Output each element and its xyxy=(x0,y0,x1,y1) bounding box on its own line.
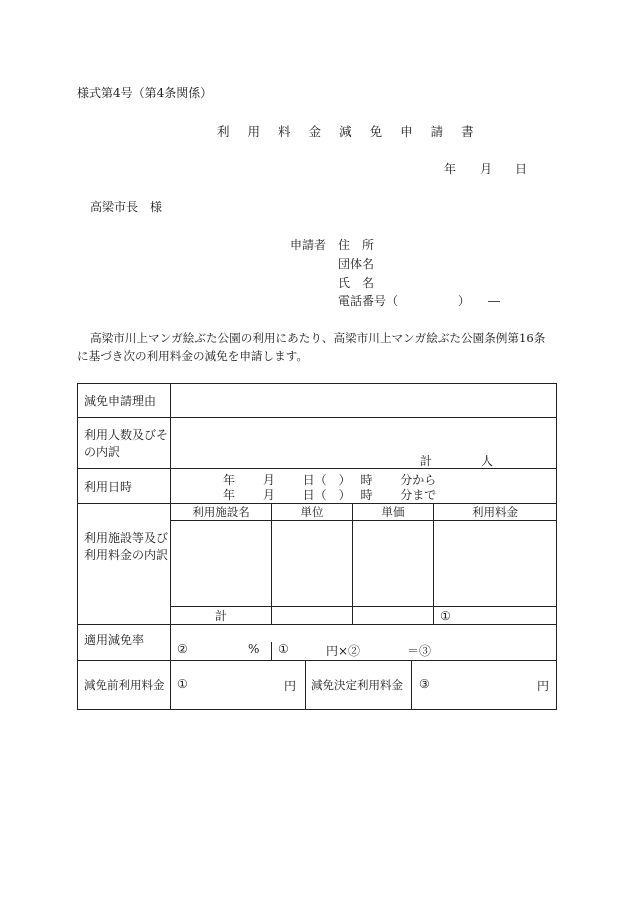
rate-formula-3: ＝③ xyxy=(407,644,432,658)
people-value xyxy=(171,418,557,469)
rate-mark: ② xyxy=(177,642,188,656)
reason-label: 減免申請理由 xyxy=(78,384,171,418)
rate-formula-2: 円×② xyxy=(326,644,361,658)
datetime-from: 年 月 日（ ） 時 分から xyxy=(223,473,437,487)
rate-formula-1: ① xyxy=(278,642,289,656)
table-row xyxy=(78,384,557,418)
title-char: 書 xyxy=(461,124,474,139)
people-label-line-1: 利用人数及びそ xyxy=(84,428,169,442)
fee-summary-row xyxy=(171,661,557,710)
rate-divider xyxy=(271,642,272,660)
people-label xyxy=(78,418,171,469)
fee-cell xyxy=(434,521,557,607)
col-fee-header: 利用料金 xyxy=(434,504,557,521)
document-title xyxy=(208,122,483,140)
table-row xyxy=(78,418,557,469)
sum-fee-mark: ① xyxy=(434,607,557,625)
applicant-group: 団体名 xyxy=(338,257,375,271)
unit-cell xyxy=(272,521,353,607)
reason-value xyxy=(171,384,557,418)
pre-fee-label: 減免前利用料金 xyxy=(78,661,171,710)
title-char: 料 xyxy=(278,124,291,139)
decided-fee-yen: 円 xyxy=(537,679,550,693)
title-char: 減 xyxy=(339,124,352,139)
table-row xyxy=(78,661,557,710)
title-char: 利 xyxy=(217,124,230,139)
applicant-label: 申請者 xyxy=(290,238,327,252)
fee-divider-1 xyxy=(305,661,306,709)
facility-label xyxy=(78,504,171,625)
people-unit: 人 xyxy=(481,454,494,468)
application-table xyxy=(77,383,557,710)
table-row xyxy=(78,469,557,504)
applicant-phone: 電話番号（ ） ― xyxy=(338,294,501,308)
pre-fee-yen: 円 xyxy=(284,679,297,693)
people-label-line-2: の内訳 xyxy=(84,445,121,459)
decided-fee-mark: ③ xyxy=(419,677,430,691)
title-char: 金 xyxy=(308,124,322,139)
datetime-label: 利用日時 xyxy=(78,469,171,504)
fee-divider-2 xyxy=(411,661,412,709)
col-price-header: 単価 xyxy=(353,504,434,521)
addressee: 高梁市長 様 xyxy=(90,200,163,214)
price-cell xyxy=(353,521,434,607)
decided-fee-label: 減免決定利用料金 xyxy=(311,678,403,692)
col-unit-header: 単位 xyxy=(272,504,353,521)
facility-name-cell xyxy=(171,521,272,607)
datetime-value xyxy=(171,469,557,504)
facility-label-line-2: 利用料金の内訳 xyxy=(84,548,169,562)
pre-fee-mark: ① xyxy=(177,677,188,691)
date-month: 月 xyxy=(480,162,493,176)
date-year: 年 xyxy=(444,162,457,176)
facility-label-line-1: 利用施設等及び xyxy=(84,531,169,545)
rate-value xyxy=(171,625,557,661)
sum-unit-cell xyxy=(272,607,353,625)
people-total-label: 計 xyxy=(420,454,433,468)
sum-price-cell xyxy=(353,607,434,625)
col-facility-header: 利用施設名 xyxy=(171,504,272,521)
applicant-name: 氏 名 xyxy=(338,276,375,290)
body-text-line-1: 高梁市川上マンガ絵ぶた公園の利用にあたり、高梁市川上マンガ絵ぶた公園条例第16条 xyxy=(90,331,546,345)
title-char: 請 xyxy=(430,124,444,139)
rate-label: 適用減免率 xyxy=(78,625,171,661)
form-number: 様式第4号（第4条関係） xyxy=(77,86,213,100)
table-row xyxy=(78,625,557,661)
rate-percent: % xyxy=(248,642,260,656)
datetime-to: 年 月 日（ ） 時 分まで xyxy=(223,488,437,502)
title-char: 申 xyxy=(400,124,413,139)
table-row xyxy=(78,504,557,521)
applicant-address: 住 所 xyxy=(338,238,375,252)
date-day: 日 xyxy=(515,162,528,176)
body-text-line-2: に基づき次の利用料金の減免を申請します。 xyxy=(77,349,308,363)
title-char: 免 xyxy=(369,124,383,139)
title-char: 用 xyxy=(247,124,261,139)
sum-label: 計 xyxy=(171,607,272,625)
